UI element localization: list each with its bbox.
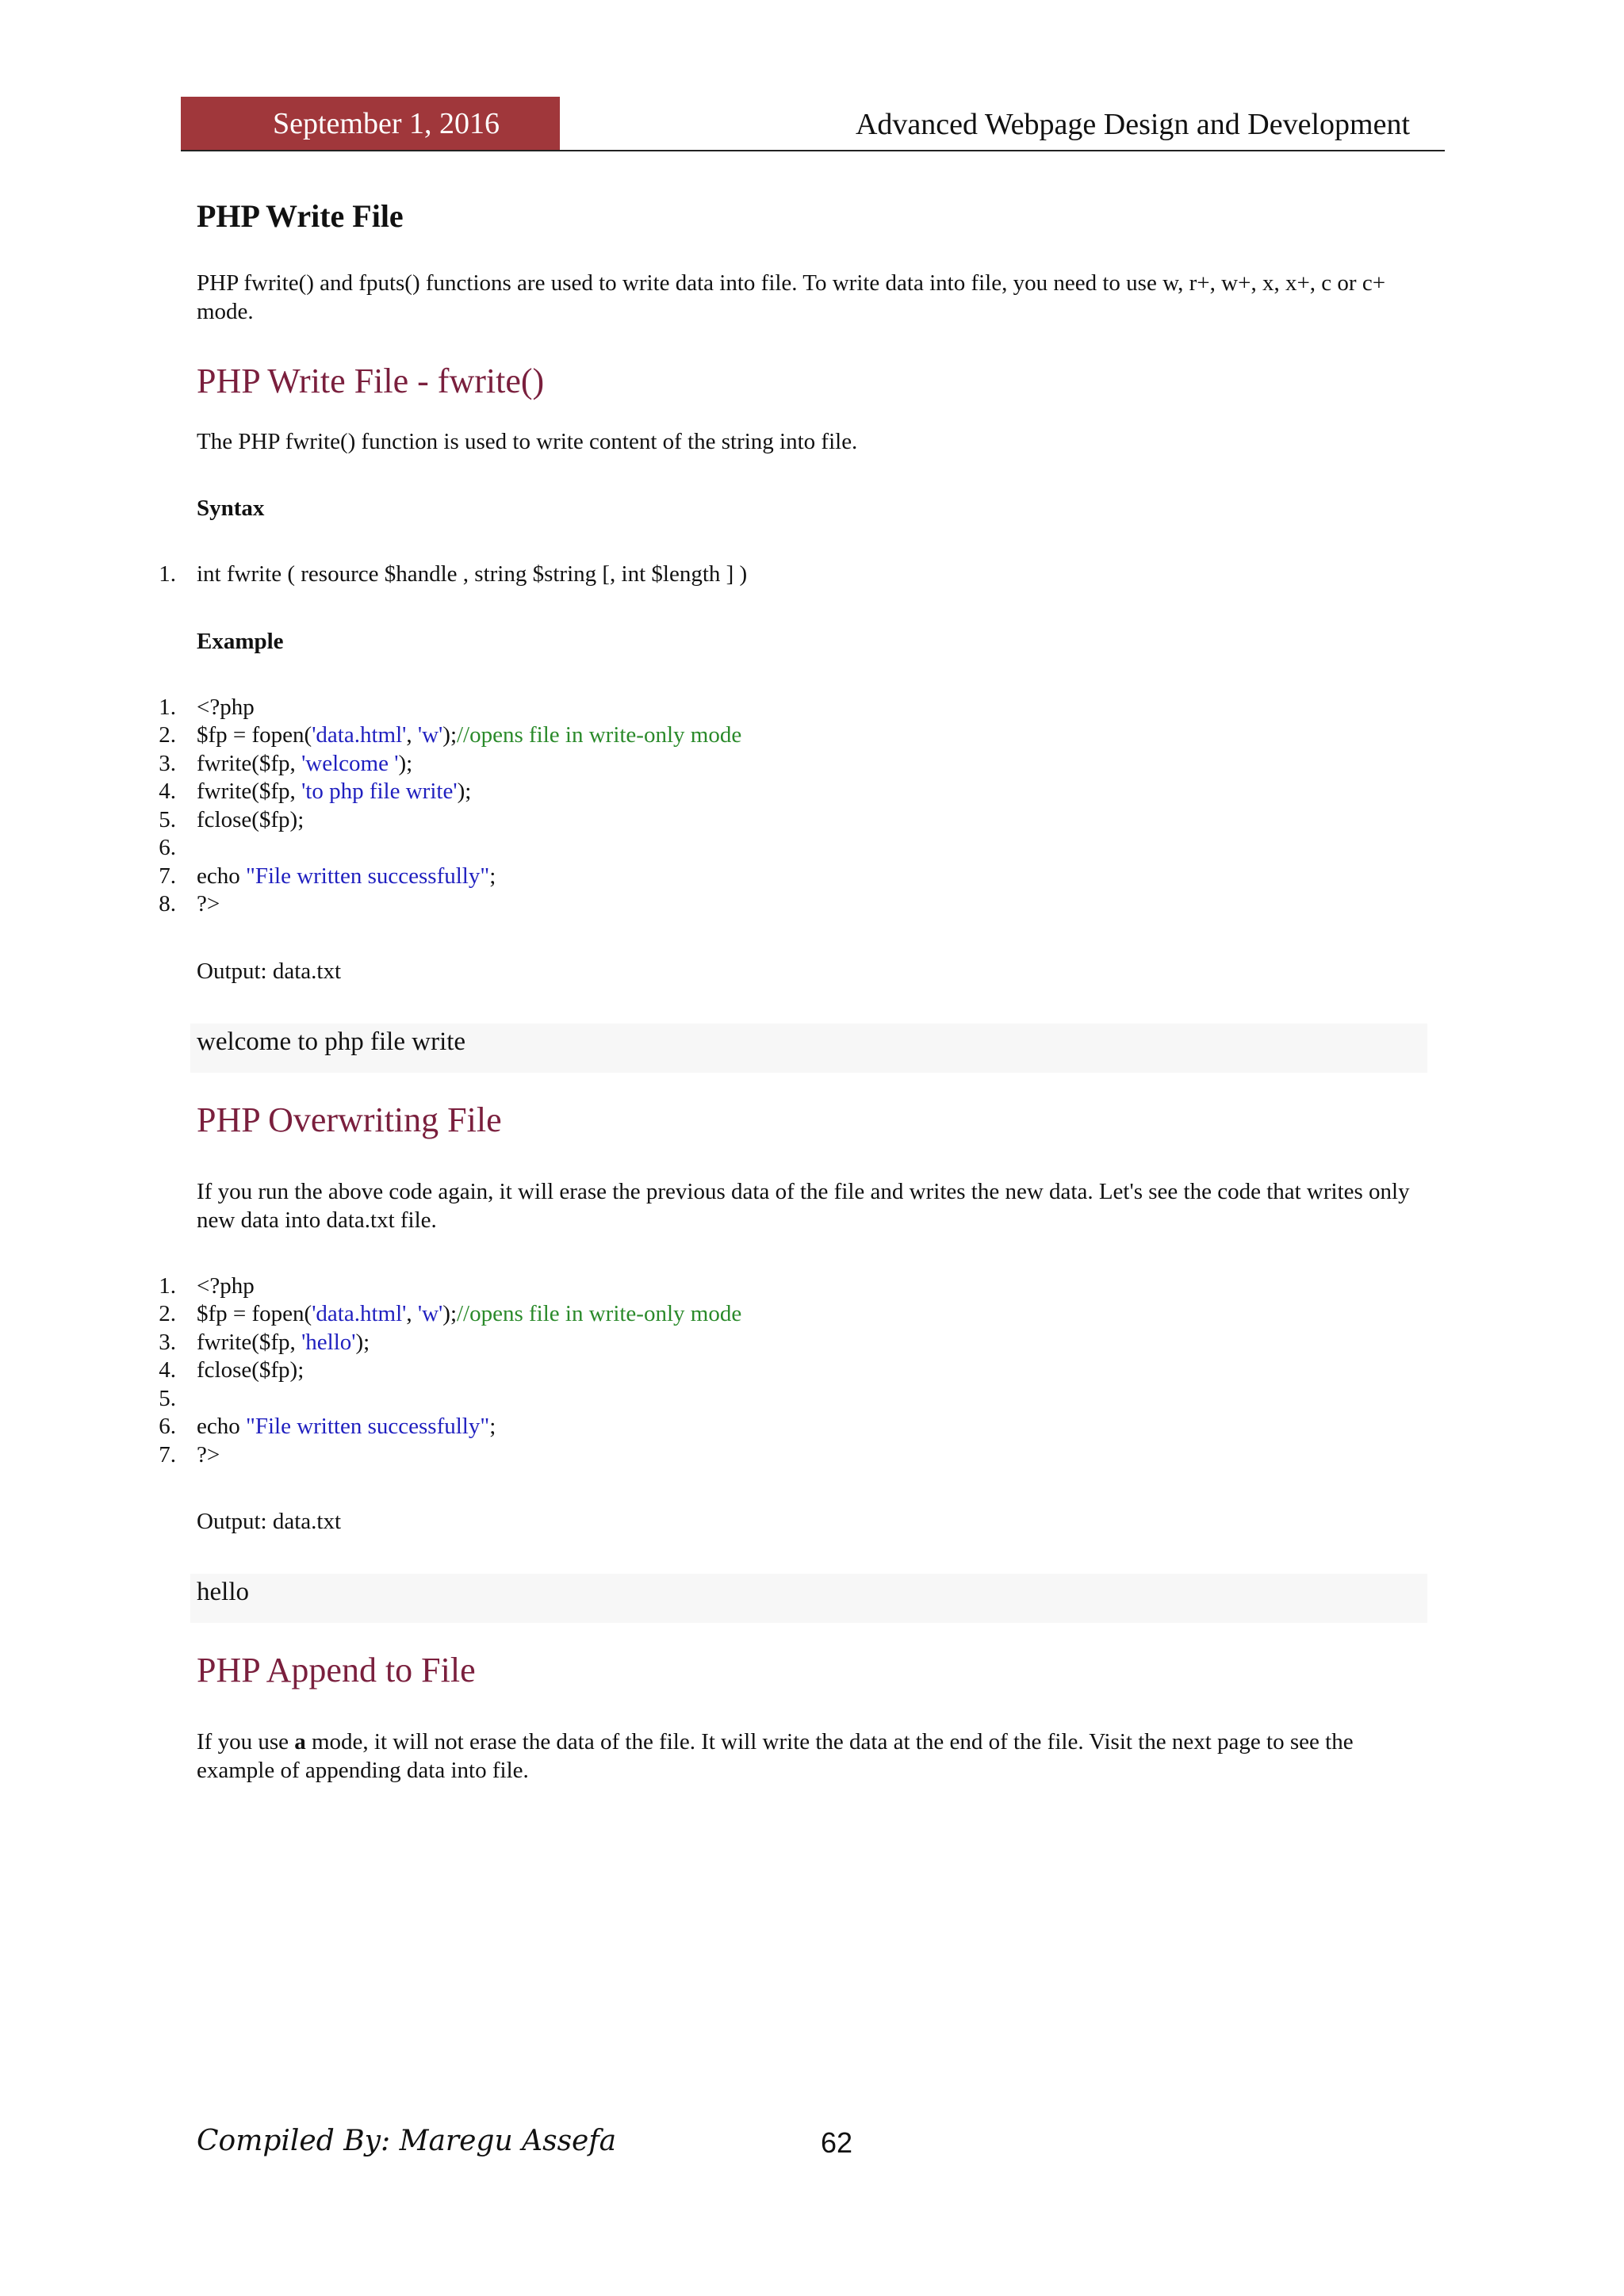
footer-author: Compiled By: Maregu Assefa — [197, 2125, 617, 2157]
code-text: echo — [197, 863, 246, 889]
code-line — [159, 778, 1434, 806]
code-line — [159, 806, 1434, 835]
code-line — [159, 750, 1434, 779]
code-line — [159, 721, 1434, 750]
line-number: 7. — [159, 863, 176, 889]
code-text: echo — [197, 1414, 246, 1439]
code-string: 'data.html' — [312, 1301, 407, 1326]
append-description — [197, 1728, 1434, 1785]
line-number: 6. — [159, 835, 176, 860]
code-text: $fp = fopen( — [197, 1301, 312, 1326]
overwrite-code-block — [159, 1272, 1434, 1470]
line-number: 3. — [159, 750, 176, 776]
code-text: , — [406, 722, 418, 748]
code-text: fwrite($fp, — [197, 1329, 302, 1355]
code-text: <?php — [197, 1272, 255, 1299]
line-number: 4. — [159, 1357, 176, 1383]
code-string: "File written successfully" — [246, 1414, 490, 1439]
output-label: Output: data.txt — [197, 958, 342, 984]
line-number: 5. — [159, 806, 176, 832]
code-string: 'w' — [417, 722, 443, 748]
code-comment: //opens file in write-only mode — [457, 722, 742, 748]
code-line — [159, 834, 1434, 863]
section-heading-fwrite: PHP Write File - fwrite() — [197, 362, 545, 400]
line-number: 1. — [159, 694, 176, 720]
code-text: <?php — [197, 694, 255, 720]
section-heading-overwriting: PHP Overwriting File — [197, 1100, 502, 1139]
output-value: hello — [197, 1578, 249, 1606]
example-code-block — [159, 694, 1434, 919]
code-string: 'to php file write' — [301, 779, 458, 804]
code-string: "File written successfully" — [246, 863, 490, 889]
code-text: fwrite($fp, — [197, 750, 302, 776]
code-line — [159, 1357, 1434, 1385]
code-line — [159, 1272, 1434, 1301]
line-number: 1. — [159, 1272, 176, 1299]
output-label: Output: data.txt — [197, 1509, 342, 1534]
output-box — [190, 1024, 1427, 1073]
line-number: 5. — [159, 1385, 176, 1411]
code-text: ?> — [197, 1441, 220, 1468]
line-number: 1. — [159, 561, 176, 587]
syntax-text: int fwrite ( resource $handle , string $string [, int $length ] ) — [197, 561, 748, 587]
header-date-band — [181, 97, 560, 151]
append-mode-bold: a — [294, 1729, 306, 1755]
code-line — [159, 863, 1434, 891]
code-comment: //opens file in write-only mode — [457, 1301, 742, 1326]
code-text: ?> — [197, 891, 220, 916]
code-text: $fp = fopen( — [197, 722, 312, 748]
header-date: September 1, 2016 — [272, 107, 500, 140]
code-line — [159, 1300, 1434, 1329]
code-string: 'data.html' — [312, 722, 407, 748]
code-text: ; — [489, 863, 496, 889]
section-heading-append: PHP Append to File — [197, 1651, 476, 1689]
code-text: ); — [355, 1329, 370, 1355]
fwrite-description: The PHP fwrite() function is used to write content of the string into file. — [197, 429, 858, 454]
output-box — [190, 1574, 1427, 1623]
code-string: 'welcome ' — [301, 750, 399, 776]
code-string: 'w' — [417, 1301, 443, 1326]
code-text: ); — [457, 779, 472, 804]
code-text: ; — [489, 1414, 496, 1439]
code-text: fclose($fp); — [197, 1357, 304, 1383]
footer-page-number: 62 — [821, 2126, 853, 2159]
overwriting-description: If you run the above code again, it will erase the previous data of the file and writes the new data. Let's see the code that writes only new data into data.txt file. — [197, 1178, 1410, 1233]
code-text: ); — [442, 1301, 457, 1326]
example-label: Example — [197, 628, 284, 654]
line-number: 2. — [159, 1301, 176, 1326]
page-content — [159, 194, 1434, 1785]
code-text: ); — [398, 750, 413, 776]
append-text: mode, it will not erase the data of the file. It will write the data at the end of the file. Visit the next page to see the example of appending data into file. — [197, 1729, 1354, 1783]
code-text: ); — [442, 722, 457, 748]
code-text: fclose($fp); — [197, 806, 304, 832]
code-text: , — [406, 1301, 418, 1326]
code-line — [159, 1329, 1434, 1357]
append-text: If you use — [197, 1729, 295, 1755]
code-line — [159, 890, 1434, 919]
line-number: 2. — [159, 722, 176, 748]
line-number: 6. — [159, 1414, 176, 1439]
header-title: Advanced Webpage Design and Development — [855, 108, 1410, 141]
line-number: 3. — [159, 1329, 176, 1355]
code-line — [159, 1385, 1434, 1414]
line-number: 4. — [159, 779, 176, 804]
output-value: welcome to php file write — [197, 1027, 466, 1056]
code-line — [159, 1413, 1434, 1441]
code-text: fwrite($fp, — [197, 779, 302, 804]
syntax-label: Syntax — [197, 496, 265, 521]
line-number: 8. — [159, 891, 176, 916]
main-title: PHP Write File — [197, 198, 404, 234]
header-rule — [181, 150, 1445, 151]
line-number: 7. — [159, 1441, 176, 1468]
code-string: 'hello' — [301, 1329, 356, 1355]
code-line — [159, 694, 1434, 722]
code-line — [159, 561, 1434, 589]
intro-paragraph: PHP fwrite() and fputs() functions are used to write data into file. To write data into file, you need to use w, r+, w+, x, x+, c or c+ mode. — [197, 270, 1386, 324]
syntax-code — [159, 561, 1434, 589]
code-line — [159, 1441, 1434, 1470]
